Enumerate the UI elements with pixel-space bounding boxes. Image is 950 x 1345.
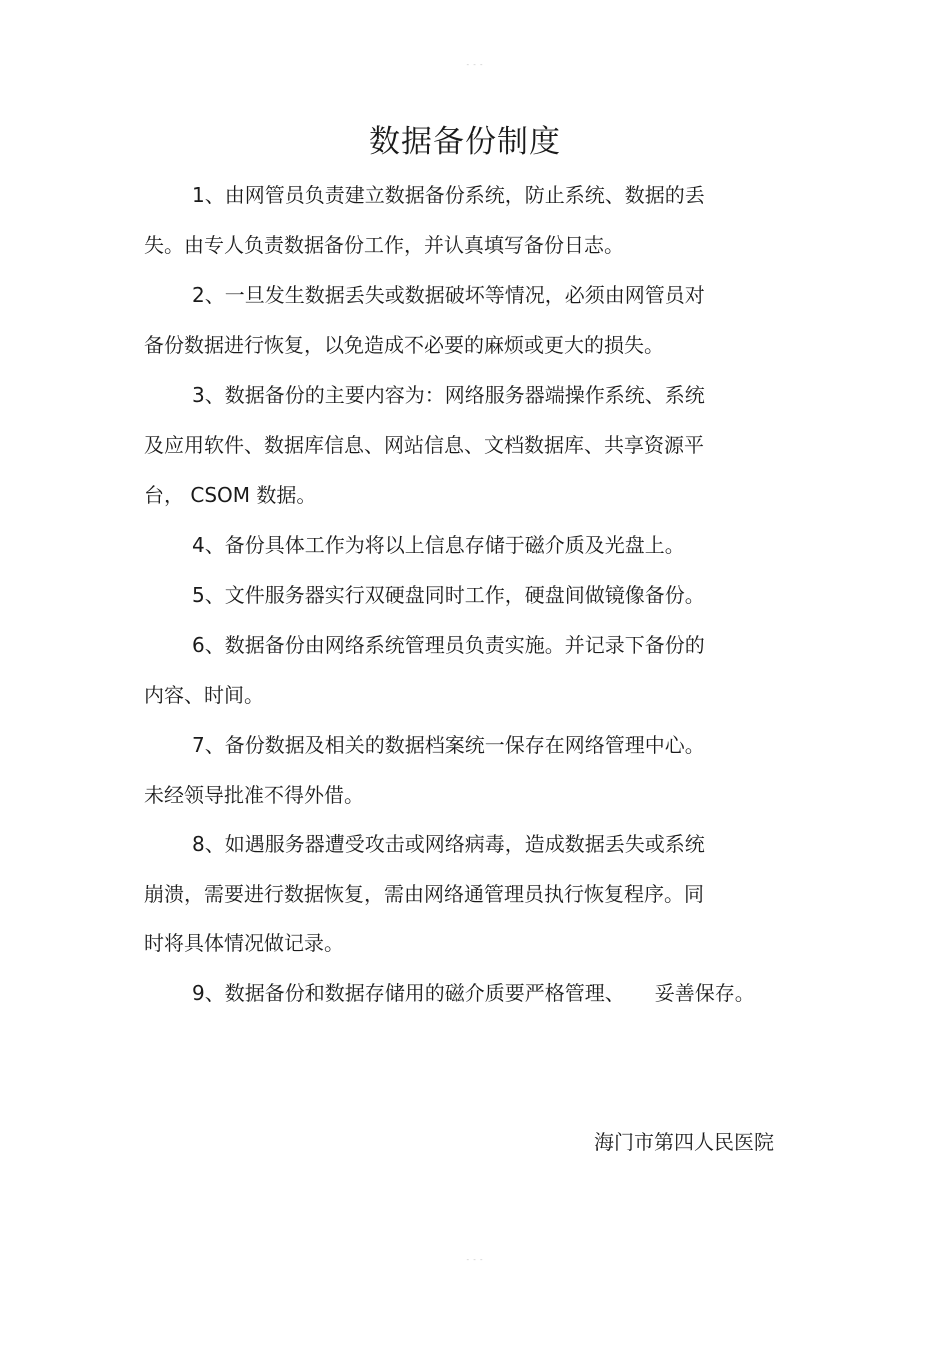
clause-3-line-1: 3、数据备份的主要内容为：网络服务器端操作系统、系统: [192, 383, 705, 407]
document-title: 数据备份制度: [369, 124, 561, 160]
signature-organization: 海门市第四人民医院: [594, 1130, 774, 1154]
header-mark: - - -: [466, 61, 484, 69]
clause-3-line-3: 台， CSOM 数据。: [144, 483, 317, 507]
clause-5-line-1: 5、文件服务器实行双硬盘同时工作，硬盘间做镜像备份。: [192, 583, 705, 607]
clause-1-line-2: 失。由专人负责数据备份工作，并认真填写备份日志。: [144, 233, 624, 257]
clause-7-line-1: 7、备份数据及相关的数据档案统一保存在网络管理中心。: [192, 733, 705, 757]
clause-8-line-3: 时将具体情况做记录。: [144, 931, 344, 955]
clause-4-line-1: 4、备份具体工作为将以上信息存储于磁介质及光盘上。: [192, 533, 685, 557]
clause-6-line-1: 6、数据备份由网络系统管理员负责实施。并记录下备份的: [192, 633, 705, 657]
clause-9-line-1: 9、数据备份和数据存储用的磁介质要严格管理、 妥善保存。: [192, 981, 755, 1005]
clause-2-line-2: 备份数据进行恢复，以免造成不必要的麻烦或更大的损失。: [144, 333, 664, 357]
clause-3-line-2: 及应用软件、数据库信息、网站信息、文档数据库、共享资源平: [144, 433, 704, 457]
clause-2-line-1: 2、一旦发生数据丢失或数据破坏等情况，必须由网管员对: [192, 283, 705, 307]
clause-1-line-1: 1、由网管员负责建立数据备份系统，防止系统、数据的丢: [192, 183, 705, 207]
clause-7-line-2: 未经领导批准不得外借。: [144, 783, 364, 807]
clause-6-line-2: 内容、时间。: [144, 683, 264, 707]
clause-8-line-1: 8、如遇服务器遭受攻击或网络病毒，造成数据丢失或系统: [192, 832, 705, 856]
footer-mark: - - -: [466, 1256, 484, 1264]
clause-8-line-2: 崩溃，需要进行数据恢复，需由网络通管理员执行恢复程序。同: [144, 882, 704, 906]
